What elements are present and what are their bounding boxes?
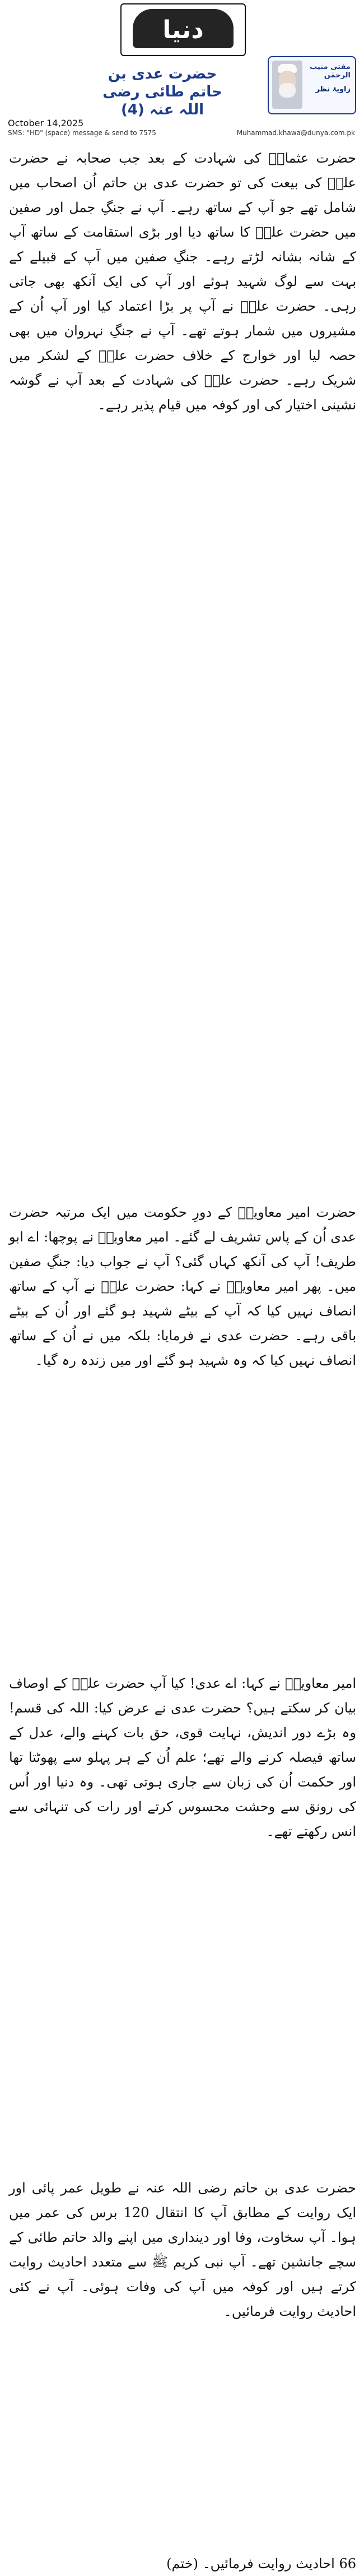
- column-header: [0, 56, 364, 140]
- email-contact: Muhammad.khawa@dunya.com.pk: [236, 129, 355, 137]
- author-name: مفتی منیب الرحمٰن: [310, 63, 351, 80]
- publish-date: October 14,2025: [8, 118, 84, 128]
- column-title: زاویۂ نظر: [315, 85, 351, 94]
- contact-row: [8, 129, 355, 141]
- article-end-line: 66 احادیث روایت فرمائیں۔ (ختم): [166, 2556, 356, 2572]
- article-paragraph-3: امیر معاویہؓ نے کہا: اے عدی! کیا آپ حضرت علیؓ کے اوصاف بیان کر سکتے ہیں؟ حضرت عدی نے عرض کیا: اللہ کی قسم! وہ بڑے دور اندیش، نہایت قوی، حق بات کہنے والے، عدل کے ساتھ فیصلہ کرنے والے تھے؛ علم اُن کے ہر پہلو سے پھوٹتا تھا اور حکمت اُن کی زبان سے جاری ہوتی تھی۔ وہ دنیا اور اُس کی رونق سے وحشت محسوس کرتے اور رات کی تنہائی سے انس رکھتے تھے۔: [9, 1675, 357, 1839]
- sms-contact: SMS: "HD" (space) message & send to 7575: [8, 129, 156, 137]
- logo-brand-text: دنیا: [162, 16, 204, 44]
- author-photo-beard: [279, 83, 296, 98]
- article-body: [0, 146, 364, 2571]
- article-paragraph-1: حضرت عثمانؓ کی شہادت کے بعد جب صحابہ نے حضرت علیؓ کی بیعت کی تو حضرت عدی بن حاتم اُن اصحاب میں شامل تھے جو آپ کے ساتھ رہے۔ آپ نے جنگِ جمل اور صفین میں حضرت علیؓ کا ساتھ دیا اور بڑی استقامت کے ساتھ آپ کے شانہ بشانہ لڑتے رہے۔ جنگِ صفین میں آپ کے قبیلے کے بہت سے لوگ شہید ہوئے اور آپ کی ایک آنکھ بھی جاتی رہی۔ حضرت علیؓ نے آپ پر بڑا اعتماد کیا اور آپ اُن کے مشیروں میں شمار ہوتے تھے۔ آپ نے جنگِ نہروان میں بھی حصہ لیا اور خوارج کے خلاف حضرت علیؓ کے لشکر میں شریک رہے۔ حضرت علیؓ کی شہادت کے بعد آپ نے گوشہ نشینی اختیار کی اور کوفہ میں قیام پذیر رہے۔: [9, 150, 356, 413]
- article-paragraph-2: حضرت امیر معاویہؓ کے دورِ حکومت میں ایک مرتبہ حضرت عدی اُن کے پاس تشریف لے گئے۔ امیر معاویہؓ نے پوچھا: اے ابو طریف! آپ کی آنکھ کہاں گئی؟ آپ نے جواب دیا: جنگِ صفین میں۔ پھر امیر معاویہؓ نے کہا: حضرت علیؓ نے آپ کے ساتھ انصاف نہیں کیا کہ آپ کے بیٹے شہید ہو گئے اور اُن کے بیٹے باقی رہے۔ حضرت عدی نے فرمایا: بلکہ میں نے اُن کے ساتھ انصاف نہیں کیا کہ وہ شہید ہو گئے اور میں زندہ رہ گیا۔: [9, 1204, 356, 1368]
- article-title: حضرت عدی بن حاتم طائی رضی اللہ عنہ (4): [102, 66, 222, 118]
- author-badge: [268, 56, 356, 114]
- article-paragraph-4: حضرت عدی بن حاتم رضی اللہ عنہ نے طویل عمر پائی اور ایک روایت کے مطابق آپ کا انتقال 120 برس کی عمر میں ہوا۔ آپ سخاوت، وفا اور دینداری میں اپنے والد حاتم طائی کے سچے جانشین تھے۔ آپ نبی کریم ﷺ سے متعدد احادیث روایت کرتے ہیں اور کوفہ میں آپ کی وفات ہوئی۔ آپ نے کئی احادیث روایت فرمائیں۔: [9, 2180, 357, 2319]
- author-photo: [272, 61, 302, 109]
- newspaper-logo: [120, 3, 246, 56]
